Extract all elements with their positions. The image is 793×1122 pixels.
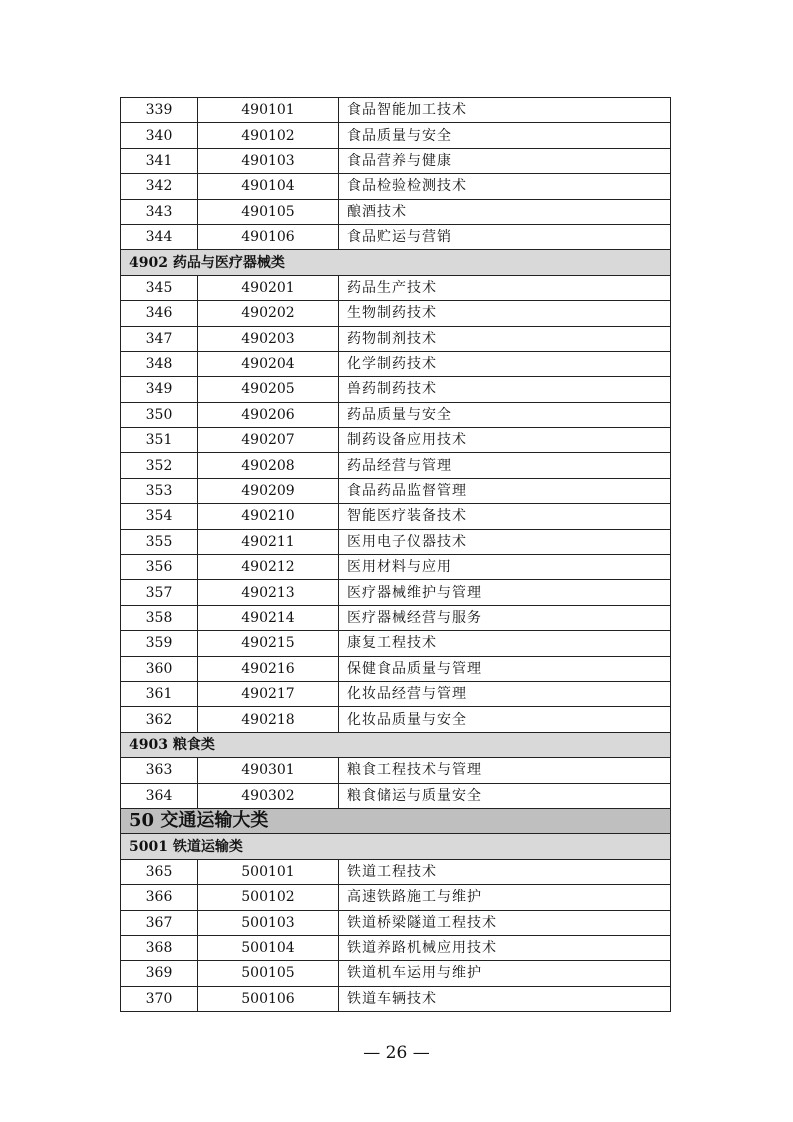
- major-code: 500103: [198, 910, 339, 935]
- major-name: 医疗器械经营与服务: [339, 605, 671, 630]
- major-name: 药品质量与安全: [339, 402, 671, 427]
- table-row: [121, 174, 671, 199]
- row-number: 356: [121, 555, 198, 580]
- row-number: 340: [121, 123, 198, 148]
- major-code: 490216: [198, 656, 339, 681]
- major-name: 医疗器械维护与管理: [339, 580, 671, 605]
- major-code: 490215: [198, 631, 339, 656]
- major-name: 制药设备应用技术: [339, 428, 671, 453]
- table-row: [121, 783, 671, 808]
- row-number: 354: [121, 504, 198, 529]
- major-name: 化妆品质量与安全: [339, 707, 671, 732]
- major-name: 食品药品监督管理: [339, 478, 671, 503]
- row-number: 341: [121, 148, 198, 173]
- major-code: 490302: [198, 783, 339, 808]
- major-code: 490102: [198, 123, 339, 148]
- table-row: [121, 758, 671, 783]
- major-code: 490209: [198, 478, 339, 503]
- row-number: 344: [121, 224, 198, 249]
- table-row: [121, 351, 671, 376]
- major-name: 粮食工程技术与管理: [339, 758, 671, 783]
- major-name: 食品智能加工技术: [339, 98, 671, 123]
- major-name: 铁道车辆技术: [339, 986, 671, 1011]
- major-code: 490201: [198, 275, 339, 300]
- row-number: 368: [121, 935, 198, 960]
- table-row: [121, 529, 671, 554]
- row-number: 362: [121, 707, 198, 732]
- major-code: 500104: [198, 935, 339, 960]
- table-row: [121, 402, 671, 427]
- table-row: [121, 148, 671, 173]
- row-number: 360: [121, 656, 198, 681]
- row-number: 345: [121, 275, 198, 300]
- major-code: 490202: [198, 301, 339, 326]
- major-code: 490301: [198, 758, 339, 783]
- row-number: 353: [121, 478, 198, 503]
- major-name: 药物制剂技术: [339, 326, 671, 351]
- major-category-row: [121, 808, 671, 833]
- table-row: [121, 885, 671, 910]
- row-number: 347: [121, 326, 198, 351]
- major-name: 粮食储运与质量安全: [339, 783, 671, 808]
- row-number: 370: [121, 986, 198, 1011]
- major-code: 490106: [198, 224, 339, 249]
- row-number: 351: [121, 428, 198, 453]
- row-number: 366: [121, 885, 198, 910]
- category-title: 50 交通运输大类: [121, 808, 671, 833]
- major-name: 化妆品经营与管理: [339, 681, 671, 706]
- table-row: [121, 935, 671, 960]
- major-code: 490212: [198, 555, 339, 580]
- table-row: [121, 961, 671, 986]
- row-number: 369: [121, 961, 198, 986]
- major-code: 500105: [198, 961, 339, 986]
- major-name: 康复工程技术: [339, 631, 671, 656]
- major-name: 医用电子仪器技术: [339, 529, 671, 554]
- row-number: 359: [121, 631, 198, 656]
- major-code: 490103: [198, 148, 339, 173]
- table-row: [121, 301, 671, 326]
- major-name: 化学制药技术: [339, 351, 671, 376]
- category-row: [121, 250, 671, 275]
- table-row: [121, 199, 671, 224]
- major-name: 药品经营与管理: [339, 453, 671, 478]
- table-row: [121, 681, 671, 706]
- major-code: 490203: [198, 326, 339, 351]
- major-code: 490101: [198, 98, 339, 123]
- table-row: [121, 986, 671, 1011]
- major-name: 药品生产技术: [339, 275, 671, 300]
- major-name: 医用材料与应用: [339, 555, 671, 580]
- major-code: 490105: [198, 199, 339, 224]
- major-name: 铁道桥梁隧道工程技术: [339, 910, 671, 935]
- major-name: 兽药制药技术: [339, 377, 671, 402]
- category-row: [121, 834, 671, 859]
- row-number: 342: [121, 174, 198, 199]
- major-code: 490214: [198, 605, 339, 630]
- table-row: [121, 504, 671, 529]
- major-code: 490211: [198, 529, 339, 554]
- row-number: 357: [121, 580, 198, 605]
- table-row: [121, 656, 671, 681]
- major-name: 食品检验检测技术: [339, 174, 671, 199]
- table-row: [121, 478, 671, 503]
- major-name: 食品质量与安全: [339, 123, 671, 148]
- major-code: 490207: [198, 428, 339, 453]
- major-code: 500102: [198, 885, 339, 910]
- table-row: [121, 631, 671, 656]
- major-name: 铁道机车运用与维护: [339, 961, 671, 986]
- major-name: 食品营养与健康: [339, 148, 671, 173]
- table-row: [121, 555, 671, 580]
- table-row: [121, 275, 671, 300]
- major-code: 490204: [198, 351, 339, 376]
- row-number: 358: [121, 605, 198, 630]
- major-code: 490205: [198, 377, 339, 402]
- major-name: 食品贮运与营销: [339, 224, 671, 249]
- table-row: [121, 98, 671, 123]
- row-number: 350: [121, 402, 198, 427]
- major-code: 500106: [198, 986, 339, 1011]
- table-row: [121, 326, 671, 351]
- row-number: 361: [121, 681, 198, 706]
- table-row: [121, 428, 671, 453]
- page-number: — 26 —: [363, 1043, 430, 1063]
- row-number: 367: [121, 910, 198, 935]
- table-row: [121, 859, 671, 884]
- major-name: 智能医疗装备技术: [339, 504, 671, 529]
- table-row: [121, 123, 671, 148]
- major-code: 490210: [198, 504, 339, 529]
- major-name: 保健食品质量与管理: [339, 656, 671, 681]
- row-number: 363: [121, 758, 198, 783]
- major-name: 生物制药技术: [339, 301, 671, 326]
- major-code: 490218: [198, 707, 339, 732]
- row-number: 346: [121, 301, 198, 326]
- table-row: [121, 453, 671, 478]
- major-code: 490217: [198, 681, 339, 706]
- table-row: [121, 605, 671, 630]
- category-title: 4902 药品与医疗器械类: [121, 250, 671, 275]
- table-row: [121, 377, 671, 402]
- row-number: 343: [121, 199, 198, 224]
- major-code: 500101: [198, 859, 339, 884]
- table-row: [121, 580, 671, 605]
- major-code: 490104: [198, 174, 339, 199]
- major-name: 高速铁路施工与维护: [339, 885, 671, 910]
- category-title: 4903 粮食类: [121, 732, 671, 757]
- row-number: 355: [121, 529, 198, 554]
- row-number: 352: [121, 453, 198, 478]
- category-title: 5001 铁道运输类: [121, 834, 671, 859]
- major-code: 490213: [198, 580, 339, 605]
- table-row: [121, 707, 671, 732]
- row-number: 348: [121, 351, 198, 376]
- row-number: 364: [121, 783, 198, 808]
- row-number: 365: [121, 859, 198, 884]
- major-catalog-table: [120, 97, 671, 1012]
- row-number: 339: [121, 98, 198, 123]
- table-row: [121, 224, 671, 249]
- major-code: 490206: [198, 402, 339, 427]
- major-name: 铁道养路机械应用技术: [339, 935, 671, 960]
- row-number: 349: [121, 377, 198, 402]
- major-name: 铁道工程技术: [339, 859, 671, 884]
- major-name: 酿酒技术: [339, 199, 671, 224]
- category-row: [121, 732, 671, 757]
- table-row: [121, 910, 671, 935]
- major-code: 490208: [198, 453, 339, 478]
